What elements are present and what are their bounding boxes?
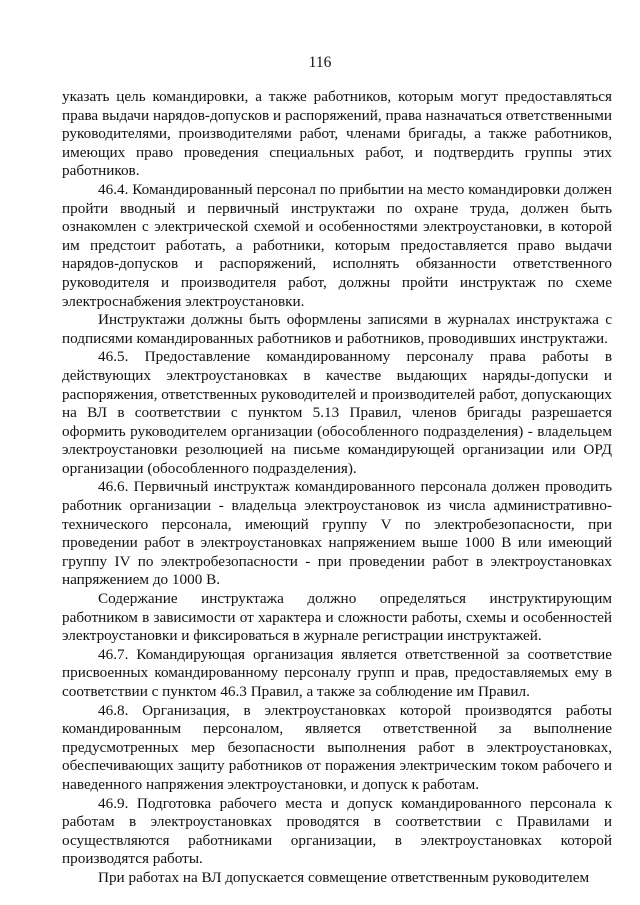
paragraph-46-6: 46.6. Первичный инструктаж командированного персонала должен проводить работник организации - владельца электроустановок из числа административно-технического персонала, имеющий группу V по электробезопасности, при проведении работ в электроустановках напряжением выше 1000 В или имеющий группу IV по электробезопасности - при проведении работ в электроустановках напряжением до 1000 В.	[62, 478, 612, 589]
paragraph-46-4: 46.4. Командированный персонал по прибытии на место командировки должен пройти вводный и первичный инструктажи по охране труда, должен быть ознакомлен с электрической схемой и особенностями электроустановки, в которой им предстоит работать, а работники, которым предоставляется право выдачи нарядов-допусков и распоряжений, исполнять обязанности ответственного руководителя и производителя работ, должны пройти инструктаж по схеме электроснабжения электроустановки.	[62, 180, 612, 310]
paragraph-continuation: указать цель командировки, а также работников, которым могут предоставляться права выдачи нарядов-допусков и распоряжений, права назначаться ответственными руководителями, производителями работ, членами бригады, а также работников, имеющих право проведения специальных работ, и подтвердить группы этих работников.	[62, 88, 612, 180]
page-number: 116	[308, 54, 332, 71]
paragraph-46-9: 46.9. Подготовка рабочего места и допуск командированного персонала к работам в электроустановках проводятся в соответствии с Правилами и осуществляются работниками организации, в электроустановках которой производятся работы.	[62, 794, 612, 868]
paragraph-instruction-content: Содержание инструктажа должно определяться инструктирующим работником в зависимости от характера и сложности работы, схемы и особенностей электроустановки и фиксироваться в журнале регистрации инструктажей.	[62, 590, 612, 645]
paragraph-vl-works: При работах на ВЛ допускается совмещение ответственным руководителем	[98, 868, 590, 886]
paragraph-46-8: 46.8. Организация, в электроустановках которой производятся работы командированным персоналом, является ответственной за выполнение предусмотренных мер безопасности выполнения работ в электроустановках, обеспечивающих защиту работников от поражения электрическим током рабочего и наведенного напряжения электроустановки, и допуск к работам.	[62, 701, 612, 793]
paragraph-46-7: 46.7. Командирующая организация является ответственной за соответствие присвоенных командированному персоналу групп и прав, предоставляемых ему в соответствии с пунктом 46.3 Правил, а также за соблюдение им Правил.	[62, 645, 612, 700]
paragraph-instruction-records: Инструктажи должны быть оформлены записями в журналах инструктажа с подписями командированных работников и работников, проводивших инструктажи.	[62, 311, 612, 347]
paragraph-46-5: 46.5. Предоставление командированному персоналу права работы в действующих электроустановках в качестве выдающих наряды-допуски и распоряжения, ответственных руководителей и производителей работ, допускающих на ВЛ в соответствии с пунктом 5.13 Правил, членов бригады разрешается оформить руководителем организации (обособленного подразделения) - владельцем электроустановки резолюцией на письме командирующей организации или ОРД организации (обособленного подразделения).	[62, 348, 612, 477]
document-body	[62, 88, 612, 888]
